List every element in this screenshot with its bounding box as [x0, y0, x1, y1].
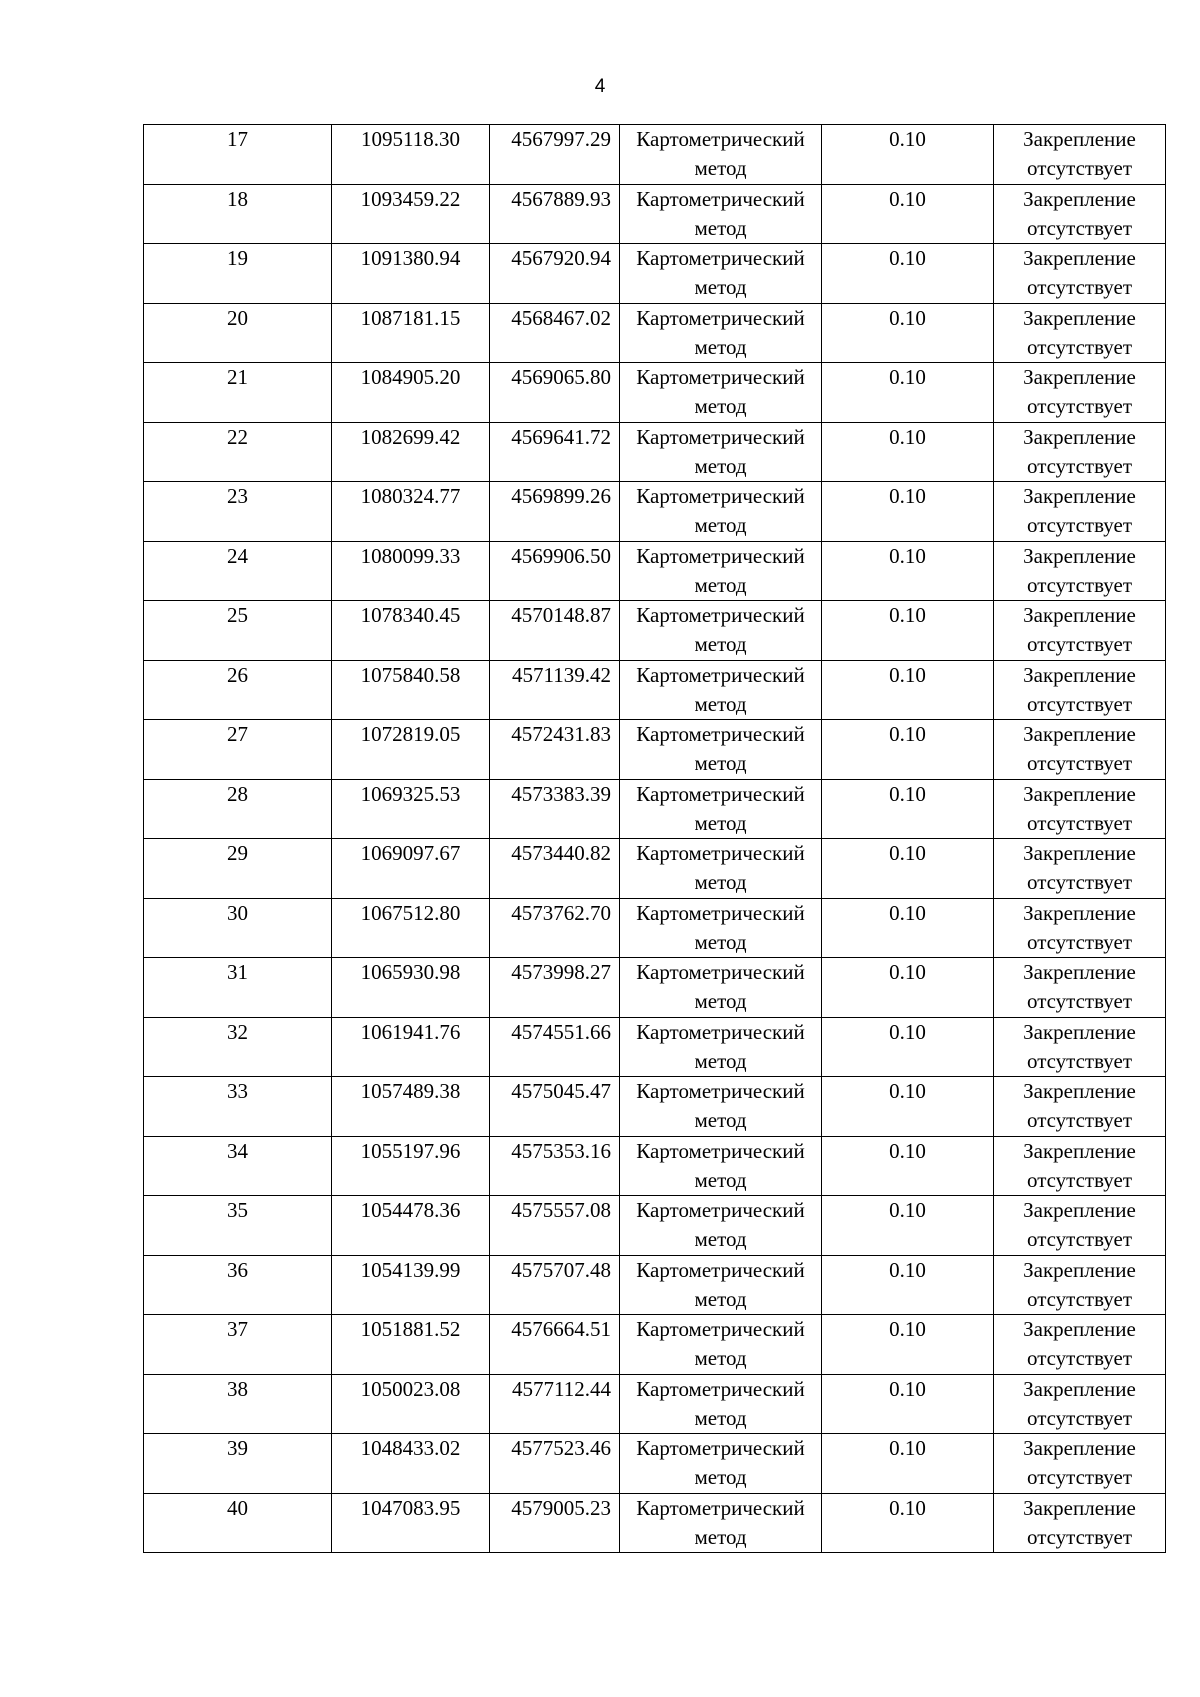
table-row [144, 898, 1166, 958]
method-line-1: Картометрический [636, 781, 805, 806]
method-line-1: Картометрический [636, 186, 805, 211]
accuracy-cell: 0.10 [822, 1136, 994, 1196]
fixation-line-1: Закрепление [1023, 246, 1136, 270]
fixation-cell [994, 244, 1166, 304]
y-coordinate-cell: 4573440.82 [490, 839, 620, 899]
table-row [144, 1136, 1166, 1196]
fixation-line-1: Закрепление [1023, 900, 1136, 925]
fixation-line-2: отсутствует [1026, 1048, 1133, 1073]
y-coordinate-cell: 4573998.27 [490, 958, 620, 1018]
method-cell [620, 1315, 822, 1375]
x-coordinate-cell: 1082699.42 [332, 422, 490, 482]
method-cell [620, 1196, 822, 1256]
fixation-line-1: Закрепление [1023, 543, 1136, 568]
fixation-line-2: отсутствует [1026, 751, 1133, 775]
point-number-cell: 26 [144, 660, 332, 720]
fixation-cell [994, 482, 1166, 542]
fixation-cell [994, 1136, 1166, 1196]
method-cell [620, 422, 822, 482]
y-coordinate-cell: 4573383.39 [490, 779, 620, 839]
accuracy-cell: 0.10 [822, 541, 994, 601]
method-cell [620, 184, 822, 244]
accuracy-cell: 0.10 [822, 1493, 994, 1553]
table-row [144, 541, 1166, 601]
x-coordinate-cell: 1084905.20 [332, 363, 490, 423]
method-line-2: метод [694, 572, 747, 597]
accuracy-cell: 0.10 [822, 1434, 994, 1494]
fixation-line-2: отсутствует [1026, 334, 1133, 359]
fixation-line-2: отсутствует [1026, 870, 1133, 894]
fixation-line-1: Закрепление [1023, 1376, 1136, 1401]
method-cell [620, 303, 822, 363]
method-cell [620, 601, 822, 661]
method-line-1: Картометрический [636, 1079, 805, 1103]
method-line-2: метод [694, 453, 747, 478]
fixation-line-2: отсутствует [1026, 691, 1133, 716]
method-line-1: Картометрический [636, 127, 805, 151]
fixation-cell [994, 1315, 1166, 1375]
y-coordinate-cell: 4574551.66 [490, 1017, 620, 1077]
x-coordinate-cell: 1048433.02 [332, 1434, 490, 1494]
method-line-1: Картометрический [636, 1495, 805, 1520]
point-number-cell: 29 [144, 839, 332, 899]
table-row [144, 958, 1166, 1018]
y-coordinate-cell: 4568467.02 [490, 303, 620, 363]
x-coordinate-cell: 1069097.67 [332, 839, 490, 899]
method-cell [620, 1255, 822, 1315]
accuracy-cell: 0.10 [822, 1374, 994, 1434]
fixation-line-1: Закрепление [1023, 1257, 1136, 1282]
accuracy-cell: 0.10 [822, 1077, 994, 1137]
fixation-line-2: отсутствует [1026, 989, 1133, 1013]
fixation-cell [994, 1196, 1166, 1256]
point-number-cell: 22 [144, 422, 332, 482]
method-line-1: Картометрический [636, 365, 805, 389]
method-line-2: метод [694, 870, 747, 894]
point-number-cell: 39 [144, 1434, 332, 1494]
fixation-line-1: Закрепление [1023, 186, 1136, 211]
x-coordinate-cell: 1055197.96 [332, 1136, 490, 1196]
point-number-cell: 17 [144, 125, 332, 185]
table-row [144, 779, 1166, 839]
method-line-1: Картометрический [636, 1138, 805, 1163]
point-number-cell: 37 [144, 1315, 332, 1375]
fixation-line-2: отсутствует [1026, 1108, 1133, 1132]
page-number: 4 [594, 76, 606, 97]
x-coordinate-cell: 1080099.33 [332, 541, 490, 601]
y-coordinate-cell: 4572431.83 [490, 720, 620, 780]
x-coordinate-cell: 1050023.08 [332, 1374, 490, 1434]
accuracy-cell: 0.10 [822, 422, 994, 482]
method-line-1: Картометрический [636, 1019, 805, 1044]
table-row [144, 1077, 1166, 1137]
fixation-cell [994, 779, 1166, 839]
coordinates-table [143, 124, 1166, 1553]
accuracy-cell: 0.10 [822, 244, 994, 304]
fixation-cell [994, 1434, 1166, 1494]
fixation-line-2: отсутствует [1026, 1465, 1133, 1489]
point-number-cell: 19 [144, 244, 332, 304]
method-line-2: метод [694, 1048, 747, 1073]
method-cell [620, 1136, 822, 1196]
y-coordinate-cell: 4570148.87 [490, 601, 620, 661]
point-number-cell: 24 [144, 541, 332, 601]
method-line-1: Картометрический [636, 1198, 805, 1222]
point-number-cell: 20 [144, 303, 332, 363]
y-coordinate-cell: 4573762.70 [490, 898, 620, 958]
table-row [144, 1255, 1166, 1315]
x-coordinate-cell: 1061941.76 [332, 1017, 490, 1077]
point-number-cell: 40 [144, 1493, 332, 1553]
method-line-2: метод [694, 691, 747, 716]
fixation-line-2: отсутствует [1026, 1405, 1133, 1430]
x-coordinate-cell: 1080324.77 [332, 482, 490, 542]
fixation-cell [994, 125, 1166, 185]
point-number-cell: 23 [144, 482, 332, 542]
fixation-line-2: отсутствует [1026, 1286, 1133, 1311]
fixation-line-1: Закрепление [1023, 1019, 1136, 1044]
fixation-cell [994, 541, 1166, 601]
table-row [144, 244, 1166, 304]
fixation-cell [994, 601, 1166, 661]
method-cell [620, 720, 822, 780]
method-line-2: метод [694, 1405, 747, 1430]
method-line-1: Картометрический [636, 841, 805, 865]
method-cell [620, 1077, 822, 1137]
accuracy-cell: 0.10 [822, 898, 994, 958]
method-cell [620, 660, 822, 720]
x-coordinate-cell: 1093459.22 [332, 184, 490, 244]
accuracy-cell: 0.10 [822, 1255, 994, 1315]
fixation-cell [994, 1374, 1166, 1434]
method-cell [620, 839, 822, 899]
fixation-line-2: отсутствует [1026, 156, 1133, 180]
method-line-1: Картометрический [636, 543, 805, 568]
accuracy-cell: 0.10 [822, 720, 994, 780]
accuracy-cell: 0.10 [822, 184, 994, 244]
x-coordinate-cell: 1095118.30 [332, 125, 490, 185]
table-row [144, 839, 1166, 899]
fixation-cell [994, 303, 1166, 363]
method-line-2: метод [694, 394, 747, 418]
fixation-cell [994, 958, 1166, 1018]
y-coordinate-cell: 4576664.51 [490, 1315, 620, 1375]
y-coordinate-cell: 4575707.48 [490, 1255, 620, 1315]
x-coordinate-cell: 1054139.99 [332, 1255, 490, 1315]
fixation-cell [994, 720, 1166, 780]
fixation-line-2: отсутствует [1026, 810, 1133, 835]
fixation-line-1: Закрепление [1023, 781, 1136, 806]
method-cell [620, 541, 822, 601]
method-line-2: метод [694, 1108, 747, 1132]
fixation-line-2: отсутствует [1026, 929, 1133, 954]
y-coordinate-cell: 4569065.80 [490, 363, 620, 423]
method-line-2: метод [694, 156, 747, 180]
x-coordinate-cell: 1051881.52 [332, 1315, 490, 1375]
accuracy-cell: 0.10 [822, 601, 994, 661]
method-cell [620, 1434, 822, 1494]
y-coordinate-cell: 4569906.50 [490, 541, 620, 601]
y-coordinate-cell: 4575353.16 [490, 1136, 620, 1196]
table-body [144, 125, 1166, 1553]
method-line-2: метод [694, 1524, 747, 1549]
fixation-line-1: Закрепление [1023, 841, 1136, 865]
fixation-line-2: отсутствует [1026, 453, 1133, 478]
y-coordinate-cell: 4567997.29 [490, 125, 620, 185]
accuracy-cell: 0.10 [822, 363, 994, 423]
y-coordinate-cell: 4575557.08 [490, 1196, 620, 1256]
table-row [144, 1374, 1166, 1434]
fixation-cell [994, 1017, 1166, 1077]
table-row [144, 1196, 1166, 1256]
fixation-line-1: Закрепление [1023, 305, 1136, 330]
x-coordinate-cell: 1047083.95 [332, 1493, 490, 1553]
accuracy-cell: 0.10 [822, 1315, 994, 1375]
table-row [144, 422, 1166, 482]
accuracy-cell: 0.10 [822, 303, 994, 363]
table-row [144, 482, 1166, 542]
accuracy-cell: 0.10 [822, 125, 994, 185]
method-line-2: метод [694, 929, 747, 954]
fixation-cell [994, 184, 1166, 244]
point-number-cell: 32 [144, 1017, 332, 1077]
y-coordinate-cell: 4567889.93 [490, 184, 620, 244]
fixation-line-1: Закрепление [1023, 1317, 1136, 1341]
table-row [144, 1017, 1166, 1077]
fixation-line-2: отсутствует [1026, 1346, 1133, 1370]
accuracy-cell: 0.10 [822, 958, 994, 1018]
point-number-cell: 35 [144, 1196, 332, 1256]
method-line-1: Картометрический [636, 662, 805, 687]
method-line-1: Картометрический [636, 1257, 805, 1282]
method-line-2: метод [694, 215, 747, 240]
accuracy-cell: 0.10 [822, 779, 994, 839]
x-coordinate-cell: 1078340.45 [332, 601, 490, 661]
y-coordinate-cell: 4569641.72 [490, 422, 620, 482]
x-coordinate-cell: 1069325.53 [332, 779, 490, 839]
fixation-line-2: отсутствует [1026, 1524, 1133, 1549]
method-line-1: Картометрический [636, 960, 805, 984]
table-row [144, 1434, 1166, 1494]
method-line-1: Картометрический [636, 1376, 805, 1401]
point-number-cell: 27 [144, 720, 332, 780]
table-row [144, 720, 1166, 780]
table-row [144, 184, 1166, 244]
fixation-line-1: Закрепление [1023, 424, 1136, 449]
x-coordinate-cell: 1075840.58 [332, 660, 490, 720]
method-cell [620, 898, 822, 958]
x-coordinate-cell: 1065930.98 [332, 958, 490, 1018]
y-coordinate-cell: 4579005.23 [490, 1493, 620, 1553]
method-line-2: метод [694, 1286, 747, 1311]
method-line-1: Картометрический [636, 722, 805, 746]
fixation-line-2: отсутствует [1026, 275, 1133, 299]
table-row [144, 1315, 1166, 1375]
fixation-line-2: отсутствует [1026, 394, 1133, 418]
y-coordinate-cell: 4571139.42 [490, 660, 620, 720]
point-number-cell: 33 [144, 1077, 332, 1137]
fixation-line-1: Закрепление [1023, 960, 1136, 984]
fixation-line-1: Закрепление [1023, 1198, 1136, 1222]
method-line-2: метод [694, 334, 747, 359]
y-coordinate-cell: 4569899.26 [490, 482, 620, 542]
point-number-cell: 30 [144, 898, 332, 958]
table-row [144, 363, 1166, 423]
fixation-cell [994, 422, 1166, 482]
point-number-cell: 36 [144, 1255, 332, 1315]
accuracy-cell: 0.10 [822, 482, 994, 542]
fixation-line-1: Закрепление [1023, 1436, 1136, 1460]
method-line-1: Картометрический [636, 900, 805, 925]
method-cell [620, 1374, 822, 1434]
fixation-cell [994, 1077, 1166, 1137]
y-coordinate-cell: 4577112.44 [490, 1374, 620, 1434]
fixation-line-1: Закрепление [1023, 127, 1136, 151]
fixation-line-2: отсутствует [1026, 513, 1133, 537]
method-line-1: Картометрический [636, 1436, 805, 1460]
fixation-cell [994, 839, 1166, 899]
method-cell [620, 779, 822, 839]
x-coordinate-cell: 1067512.80 [332, 898, 490, 958]
point-number-cell: 25 [144, 601, 332, 661]
fixation-line-1: Закрепление [1023, 484, 1136, 508]
x-coordinate-cell: 1087181.15 [332, 303, 490, 363]
fixation-line-2: отсутствует [1026, 632, 1133, 656]
y-coordinate-cell: 4575045.47 [490, 1077, 620, 1137]
method-cell [620, 1493, 822, 1553]
fixation-line-2: отсутствует [1026, 1227, 1133, 1251]
method-line-2: метод [694, 810, 747, 835]
method-line-2: метод [694, 513, 747, 537]
y-coordinate-cell: 4567920.94 [490, 244, 620, 304]
fixation-cell [994, 1493, 1166, 1553]
accuracy-cell: 0.10 [822, 660, 994, 720]
fixation-line-1: Закрепление [1023, 1138, 1136, 1163]
method-line-1: Картометрический [636, 246, 805, 270]
x-coordinate-cell: 1072819.05 [332, 720, 490, 780]
method-line-2: метод [694, 1465, 747, 1489]
fixation-line-1: Закрепление [1023, 603, 1136, 627]
method-line-2: метод [694, 1346, 747, 1370]
method-line-2: метод [694, 275, 747, 299]
table-row [144, 303, 1166, 363]
method-cell [620, 244, 822, 304]
table-row [144, 125, 1166, 185]
point-number-cell: 34 [144, 1136, 332, 1196]
method-line-1: Картометрический [636, 603, 805, 627]
method-cell [620, 482, 822, 542]
fixation-line-2: отсутствует [1026, 215, 1133, 240]
fixation-line-1: Закрепление [1023, 722, 1136, 746]
method-line-2: метод [694, 1227, 747, 1251]
method-line-2: метод [694, 989, 747, 1013]
fixation-cell [994, 660, 1166, 720]
fixation-line-2: отсутствует [1026, 1167, 1133, 1192]
method-line-2: метод [694, 751, 747, 775]
table-row [144, 660, 1166, 720]
x-coordinate-cell: 1057489.38 [332, 1077, 490, 1137]
fixation-line-1: Закрепление [1023, 1495, 1136, 1520]
point-number-cell: 31 [144, 958, 332, 1018]
point-number-cell: 21 [144, 363, 332, 423]
method-cell [620, 1017, 822, 1077]
accuracy-cell: 0.10 [822, 1017, 994, 1077]
method-line-2: метод [694, 1167, 747, 1192]
method-cell [620, 125, 822, 185]
method-line-1: Картометрический [636, 1317, 805, 1341]
fixation-line-1: Закрепление [1023, 365, 1136, 389]
y-coordinate-cell: 4577523.46 [490, 1434, 620, 1494]
accuracy-cell: 0.10 [822, 1196, 994, 1256]
fixation-line-1: Закрепление [1023, 1079, 1136, 1103]
x-coordinate-cell: 1091380.94 [332, 244, 490, 304]
fixation-cell [994, 1255, 1166, 1315]
point-number-cell: 18 [144, 184, 332, 244]
fixation-line-1: Закрепление [1023, 662, 1136, 687]
x-coordinate-cell: 1054478.36 [332, 1196, 490, 1256]
point-number-cell: 28 [144, 779, 332, 839]
method-line-2: метод [694, 632, 747, 656]
accuracy-cell: 0.10 [822, 839, 994, 899]
fixation-line-2: отсутствует [1026, 572, 1133, 597]
fixation-cell [994, 898, 1166, 958]
method-cell [620, 958, 822, 1018]
method-line-1: Картометрический [636, 484, 805, 508]
table-row [144, 601, 1166, 661]
method-line-1: Картометрический [636, 305, 805, 330]
fixation-cell [994, 363, 1166, 423]
point-number-cell: 38 [144, 1374, 332, 1434]
table-row [144, 1493, 1166, 1553]
method-cell [620, 363, 822, 423]
method-line-1: Картометрический [636, 424, 805, 449]
